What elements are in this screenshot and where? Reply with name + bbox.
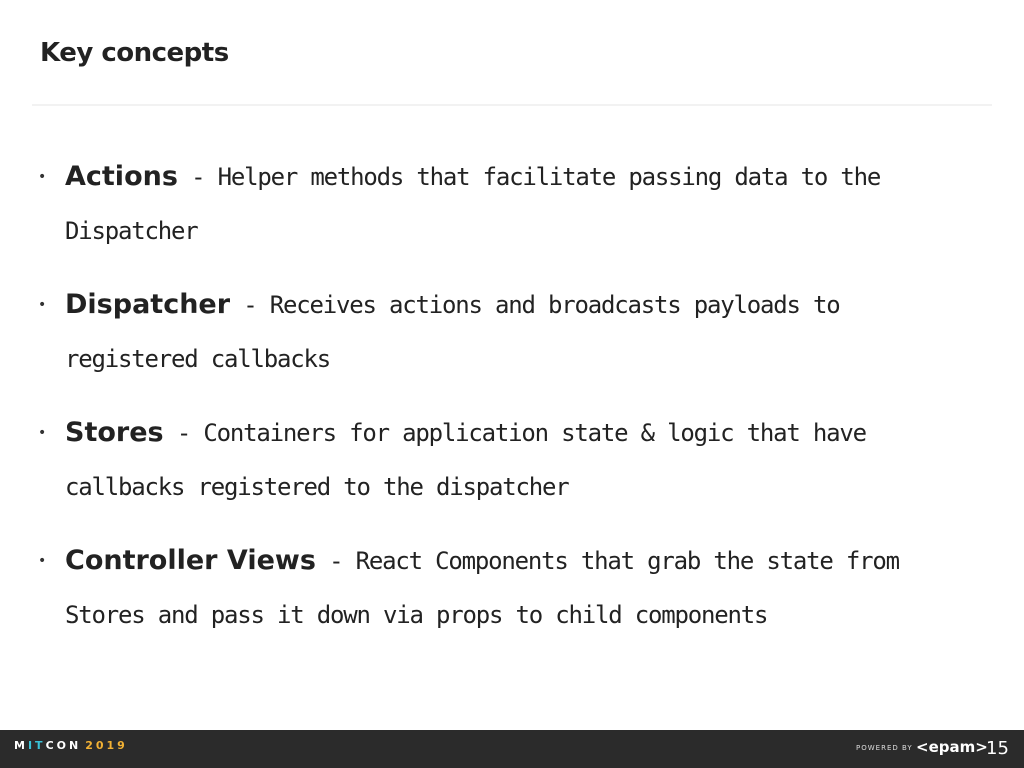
epam-logo: <epam> xyxy=(916,738,988,756)
bullet-icon: • xyxy=(38,425,46,441)
logo-accent: IT xyxy=(27,739,46,752)
title-divider xyxy=(32,104,992,106)
list-item xyxy=(38,150,978,258)
bullet-icon: • xyxy=(38,169,46,185)
bullet-icon: • xyxy=(38,297,46,313)
term-separator: - xyxy=(315,547,356,575)
concept-description: React Components that grab the state from Stores and pass it down via props to child components xyxy=(65,547,899,629)
concept-description: Receives actions and broadcasts payloads to registered callbacks xyxy=(65,291,840,373)
page-number: 15 xyxy=(986,738,1009,759)
concept-list xyxy=(38,150,978,662)
term-separator: - xyxy=(177,163,218,191)
list-item xyxy=(38,406,978,514)
mitcon-logo xyxy=(14,739,128,752)
logo-prefix: M xyxy=(14,739,28,752)
concept-description: Containers for application state & logic that have callbacks registered to the dispatcher xyxy=(65,419,866,501)
logo-suffix: CON xyxy=(45,739,82,752)
concept-term: Stores xyxy=(65,417,164,448)
slide-title: Key concepts xyxy=(40,38,229,68)
list-item xyxy=(38,534,978,642)
concept-term: Actions xyxy=(65,161,178,192)
logo-year: 2019 xyxy=(85,739,128,752)
footer-bar xyxy=(0,730,1024,768)
powered-by-label: POWERED BY xyxy=(856,744,913,752)
bullet-icon: • xyxy=(38,553,46,569)
term-separator: - xyxy=(163,419,204,447)
concept-description: Helper methods that facilitate passing data to the Dispatcher xyxy=(65,163,881,245)
list-item xyxy=(38,278,978,386)
concept-term: Controller Views xyxy=(65,545,316,576)
concept-term: Dispatcher xyxy=(65,289,231,320)
term-separator: - xyxy=(230,291,270,319)
